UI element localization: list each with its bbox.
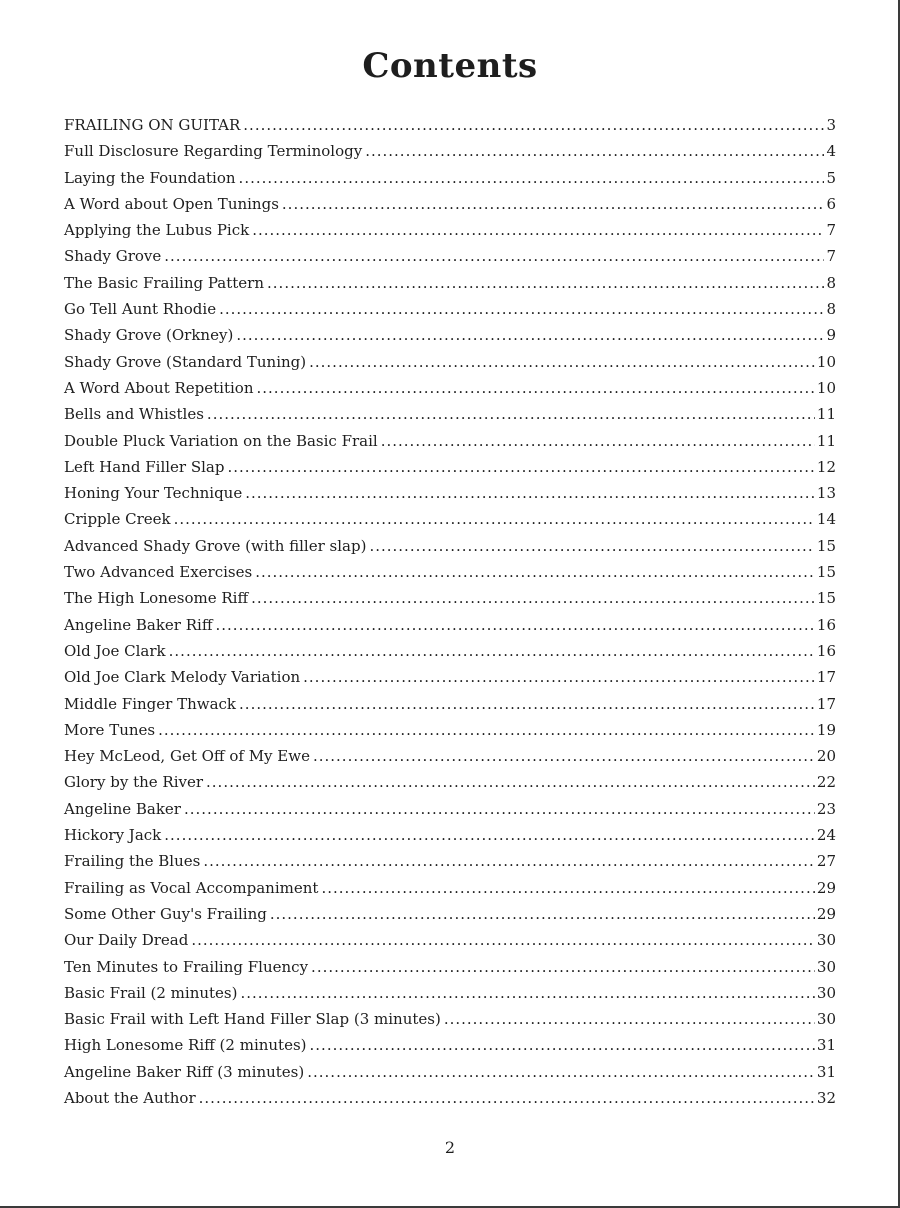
toc-entry[interactable] [64,796,836,822]
toc-entry-title: Basic Frail (2 minutes) [64,983,238,1002]
toc-entry-title: High Lonesome Riff (2 minutes) [64,1036,307,1055]
toc-dot-leader [216,612,815,638]
toc-entry-page: 7 [826,247,836,266]
toc-entry-title: Glory by the River [64,773,204,792]
toc-entry-title: Bells and Whistles [64,405,204,424]
toc-entry-title: Shady Grove (Standard Tuning) [64,352,307,371]
toc-entry-page: 23 [816,799,836,818]
toc-dot-leader [245,480,815,506]
toc-entry-page: 15 [816,563,836,582]
toc-entry[interactable] [64,901,836,927]
toc-dot-leader [313,743,815,769]
toc-entry[interactable] [64,1032,836,1058]
toc-dot-leader [267,270,824,296]
toc-entry[interactable] [64,322,836,348]
toc-entry-title: Middle Finger Thwack [64,694,237,713]
toc-dot-leader [164,243,824,269]
toc-entry-page: 17 [816,668,836,687]
toc-entry-title: Ten Minutes to Frailing Fluency [64,957,309,976]
toc-entry-page: 16 [816,615,836,634]
toc-entry-page: 11 [816,405,836,424]
toc-entry[interactable] [64,533,836,559]
toc-entry-title: Old Joe Clark Melody Variation [64,668,301,687]
toc-entry[interactable] [64,296,836,322]
table-of-contents [64,112,836,1111]
toc-entry[interactable] [64,401,836,427]
toc-entry[interactable] [64,1059,836,1085]
toc-dot-leader [282,191,825,217]
toc-dot-leader [321,875,814,901]
toc-dot-leader [199,1085,815,1111]
toc-entry-title: Angeline Baker Riff [64,615,213,634]
toc-dot-leader [158,717,815,743]
toc-entry[interactable] [64,480,836,506]
toc-dot-leader [191,927,815,953]
toc-entry[interactable] [64,717,836,743]
toc-entry-page: 29 [816,904,836,923]
toc-entry-title: Shady Grove (Orkney) [64,326,234,345]
toc-entry-title: A Word about Open Tunings [64,194,279,213]
toc-entry-title: Basic Frail with Left Hand Filler Slap (3 minutes) [64,1010,441,1029]
toc-entry-page: 16 [816,641,836,660]
toc-dot-leader [184,796,815,822]
toc-entry-page: 15 [816,589,836,608]
toc-entry-title: Frailing as Vocal Accompaniment [64,878,319,897]
toc-entry-page: 30 [816,931,836,950]
toc-entry[interactable] [64,848,836,874]
toc-entry-page: 27 [816,852,836,871]
toc-entry-title: Full Disclosure Regarding Terminology [64,142,363,161]
toc-entry-page: 12 [816,457,836,476]
toc-entry[interactable] [64,191,836,217]
toc-entry-title: The Basic Frailing Pattern [64,273,265,292]
toc-entry-page: 22 [816,773,836,792]
page-number: 2 [444,1138,456,1157]
toc-entry-title: About the Author [64,1088,196,1107]
toc-dot-leader [227,454,814,480]
toc-entry-page: 31 [816,1036,836,1055]
toc-dot-leader [239,691,815,717]
toc-entry-title: Hey McLeod, Get Off of My Ewe [64,747,310,766]
toc-entry[interactable] [64,612,836,638]
toc-entry-page: 31 [816,1062,836,1081]
toc-dot-leader [307,1059,815,1085]
toc-dot-leader [369,533,814,559]
toc-entry-page: 15 [816,536,836,555]
toc-entry-page: 30 [816,983,836,1002]
toc-entry-page: 8 [826,300,836,319]
toc-dot-leader [236,322,824,348]
toc-entry-title: Two Advanced Exercises [64,563,253,582]
toc-dot-leader [243,112,824,138]
toc-entry[interactable] [64,165,836,191]
toc-entry-title: FRAILING ON GUITAR [64,116,241,134]
toc-entry[interactable] [64,349,836,375]
toc-entry[interactable] [64,243,836,269]
toc-entry[interactable] [64,822,836,848]
toc-entry[interactable] [64,980,836,1006]
toc-dot-leader [219,296,824,322]
toc-dot-leader [207,401,815,427]
toc-dot-leader [203,848,815,874]
toc-entry-page: 10 [816,352,836,371]
toc-entry[interactable] [64,585,836,611]
toc-dot-leader [255,559,815,585]
toc-entry[interactable] [64,769,836,795]
toc-entry-page: 8 [826,273,836,292]
toc-entry-title: Our Daily Dread [64,931,189,950]
toc-dot-leader [257,375,815,401]
toc-entry-page: 13 [816,484,836,503]
toc-entry[interactable] [64,454,836,480]
toc-entry-page: 4 [826,142,836,161]
toc-entry-title: Hickory Jack [64,826,162,845]
toc-entry[interactable] [64,428,836,454]
toc-entry[interactable] [64,743,836,769]
toc-entry-page: 30 [816,1010,836,1029]
toc-dot-leader [270,901,815,927]
toc-entry-title: The High Lonesome Riff [64,589,249,608]
toc-entry[interactable] [64,927,836,953]
toc-entry-page: 6 [826,194,836,213]
toc-entry-title: More Tunes [64,720,156,739]
toc-dot-leader [239,165,825,191]
toc-entry-title: Laying the Foundation [64,168,236,187]
toc-dot-leader [251,585,815,611]
toc-entry-page: 24 [816,826,836,845]
toc-entry-page: 19 [816,720,836,739]
toc-entry-title: A Word About Repetition [64,378,254,397]
toc-entry-title: Advanced Shady Grove (with filler slap) [64,536,367,555]
toc-dot-leader [169,638,815,664]
toc-dot-leader [444,1006,815,1032]
toc-entry-page: 17 [816,694,836,713]
toc-entry-page: 11 [816,431,836,450]
toc-entry[interactable] [64,954,836,980]
toc-entry-title: Cripple Creek [64,510,171,529]
toc-entry-page: 30 [816,957,836,976]
toc-dot-leader [240,980,814,1006]
toc-entry-title: Honing Your Technique [64,484,243,503]
toc-dot-leader [381,428,815,454]
toc-entry[interactable] [64,506,836,532]
toc-entry-title: Frailing the Blues [64,852,201,871]
toc-entry-title: Shady Grove [64,247,162,266]
toc-dot-leader [309,349,815,375]
toc-entry-page: 32 [816,1088,836,1107]
toc-entry[interactable] [64,270,836,296]
toc-entry-title: Applying the Lubus Pick [64,221,250,240]
toc-entry-page: 3 [826,116,836,134]
toc-entry[interactable] [64,559,836,585]
toc-dot-leader [174,506,815,532]
toc-entry-page: 29 [816,878,836,897]
toc-entry[interactable] [64,638,836,664]
toc-entry[interactable] [64,375,836,401]
toc-entry-page: 10 [816,378,836,397]
toc-entry-page: 9 [826,326,836,345]
toc-entry[interactable] [64,664,836,690]
toc-dot-leader [311,954,815,980]
toc-entry-title: Angeline Baker [64,799,181,818]
toc-entry-title: Double Pluck Variation on the Basic Frail [64,431,378,450]
toc-entry[interactable] [64,691,836,717]
toc-dot-leader [310,1032,815,1058]
toc-entry-title: Angeline Baker Riff (3 minutes) [64,1062,305,1081]
toc-dot-leader [303,664,815,690]
toc-entry-title: Some Other Guy's Frailing [64,904,267,923]
toc-entry-title: Left Hand Filler Slap [64,457,225,476]
toc-dot-leader [365,138,824,164]
toc-entry[interactable] [64,875,836,901]
toc-entry-page: 20 [816,747,836,766]
toc-entry[interactable] [64,112,836,138]
toc-entry-page: 7 [826,221,836,240]
toc-entry-page: 14 [816,510,836,529]
toc-dot-leader [206,769,815,795]
toc-entry-page: 5 [826,168,836,187]
toc-entry[interactable] [64,1006,836,1032]
toc-entry[interactable] [64,1085,836,1111]
toc-entry-title: Go Tell Aunt Rhodie [64,300,217,319]
toc-entry[interactable] [64,138,836,164]
toc-entry-title: Old Joe Clark [64,641,166,660]
page-title: Contents [362,46,538,86]
toc-dot-leader [252,217,824,243]
toc-entry[interactable] [64,217,836,243]
toc-dot-leader [164,822,815,848]
